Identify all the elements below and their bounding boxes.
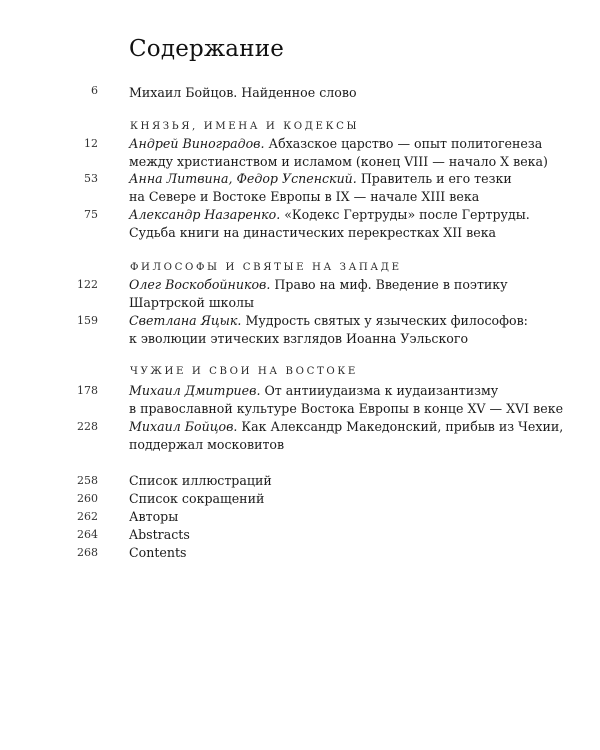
page-number: 264	[77, 528, 98, 541]
entry-title: Abstracts	[129, 527, 190, 542]
entry-author: Олег Воскобойников.	[129, 277, 271, 292]
entry-title-continued: поддержал московитов	[129, 437, 285, 452]
page-number: 258	[77, 474, 98, 487]
entry-title-continued: Судьба книги на династических перекрестках XII века	[129, 225, 497, 240]
entry-title: Как Александр Македонский, прибыв из Чехии,	[237, 419, 564, 434]
page-number: 159	[77, 314, 98, 327]
entry-author: Михаил Дмитриев.	[129, 383, 261, 398]
entry-title-continued: в православной культуре Востока Европы в конце XV — XVI веке	[129, 401, 564, 416]
page-number: 53	[84, 172, 98, 185]
page-title: Содержание	[129, 36, 285, 62]
page-number: 262	[77, 510, 98, 523]
entry-title-continued: между христианством и исламом (конец VIII — начало X века)	[129, 154, 548, 169]
entry-title: Contents	[129, 545, 187, 560]
entry-author: Анна Литвина, Федор Успенский.	[129, 171, 357, 186]
page-number: 260	[77, 492, 98, 505]
page-number: 178	[77, 384, 98, 397]
page-number: 6	[91, 84, 98, 97]
page-number: 268	[77, 546, 98, 559]
page-number: 122	[77, 278, 98, 291]
entry-author: Андрей Виноградов.	[129, 136, 265, 151]
entry-title: Список иллюстраций	[129, 473, 272, 488]
entry-title-continued: на Севере и Востоке Европы в IX — начале XIII века	[129, 189, 480, 204]
section-heading: ФИЛОСОФЫ И СВЯТЫЕ НА ЗАПАДЕ	[130, 262, 402, 273]
entry-title: Михаил Бойцов. Найденное слово	[129, 85, 357, 100]
entry-title: Абхазское царство — опыт политогенеза	[264, 136, 543, 151]
entry-title: Список сокращений	[129, 491, 265, 506]
page-number: 228	[77, 420, 98, 433]
entry-author: Александр Назаренко.	[129, 207, 281, 222]
entry-title-continued: Шартрской школы	[129, 295, 255, 310]
entry-title: Право на миф. Введение в поэтику	[270, 277, 508, 292]
entry-title: От антииудаизма к иудаизантизму	[260, 383, 499, 398]
entry-title: Правитель и его тезки	[356, 171, 512, 186]
entry-author: Светлана Яцык.	[129, 313, 242, 328]
page-number: 12	[84, 137, 98, 150]
entry-author: Михаил Бойцов.	[129, 419, 238, 434]
entry-title: Авторы	[129, 509, 179, 524]
section-heading: КНЯЗЬЯ, ИМЕНА И КОДЕКСЫ	[130, 121, 360, 132]
entry-title-continued: к эволюции этических взглядов Иоанна Уэльского	[129, 331, 469, 346]
section-heading: ЧУЖИЕ И СВОИ НА ВОСТОКЕ	[130, 366, 358, 377]
page-number: 75	[84, 208, 98, 221]
entry-title: «Кодекс Гертруды» после Гертруды.	[280, 207, 530, 222]
entry-title: Мудрость святых у языческих философов:	[241, 313, 528, 328]
